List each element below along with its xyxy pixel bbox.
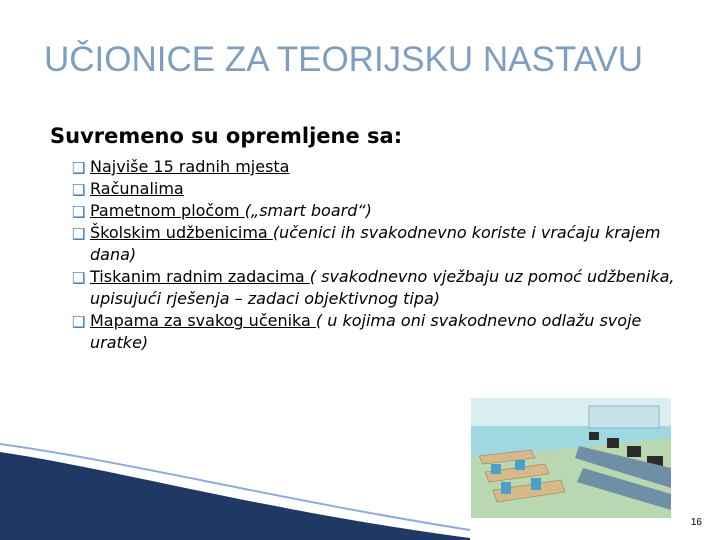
checkbox-bullet-icon: ❑ (72, 313, 86, 331)
slide-heading: Suvremeno su opremljene sa: (50, 124, 403, 148)
list-item (72, 156, 702, 178)
list-item (72, 266, 702, 310)
list-item (72, 222, 702, 266)
checkbox-bullet-icon: ❑ (72, 225, 86, 243)
checkbox-bullet-icon: ❑ (72, 203, 86, 221)
bullet-main-text: Školskim udžbenicima (90, 223, 273, 242)
bullet-main-text: Najviše 15 radnih mjesta (90, 157, 290, 176)
slide-title: UČIONICE ZA TEORIJSKU NASTAVU (44, 40, 643, 79)
bullet-extra-text: („smart board“) (244, 201, 372, 220)
bullet-main-text: Računalima (90, 179, 184, 198)
checkbox-bullet-icon: ❑ (72, 159, 86, 177)
list-item (72, 178, 702, 200)
bullet-extra-text: (učenici ih svakodnevno koriste i vraćaju krajem dana) (90, 223, 661, 264)
list-item (72, 200, 702, 222)
bullet-extra-text: ( u kojima oni svakodnevno odlažu svoje uratke) (90, 311, 642, 352)
bullet-main-text: Pametnom pločom (90, 201, 245, 220)
decorative-swoosh (0, 400, 720, 540)
bullet-list (72, 156, 702, 354)
bullet-main-text: Mapama za svakog učenika (90, 311, 316, 330)
list-item (72, 310, 702, 354)
bullet-extra-text: ( svakodnevno vježbaju uz pomoć udžbenika, upisujući rješenja – zadaci objektivnog tipa) (90, 267, 675, 308)
checkbox-bullet-icon: ❑ (72, 181, 86, 199)
bullet-main-text: Tiskanim radnim zadacima (90, 267, 310, 286)
checkbox-bullet-icon: ❑ (72, 269, 86, 287)
page-number: 16 (690, 517, 702, 528)
